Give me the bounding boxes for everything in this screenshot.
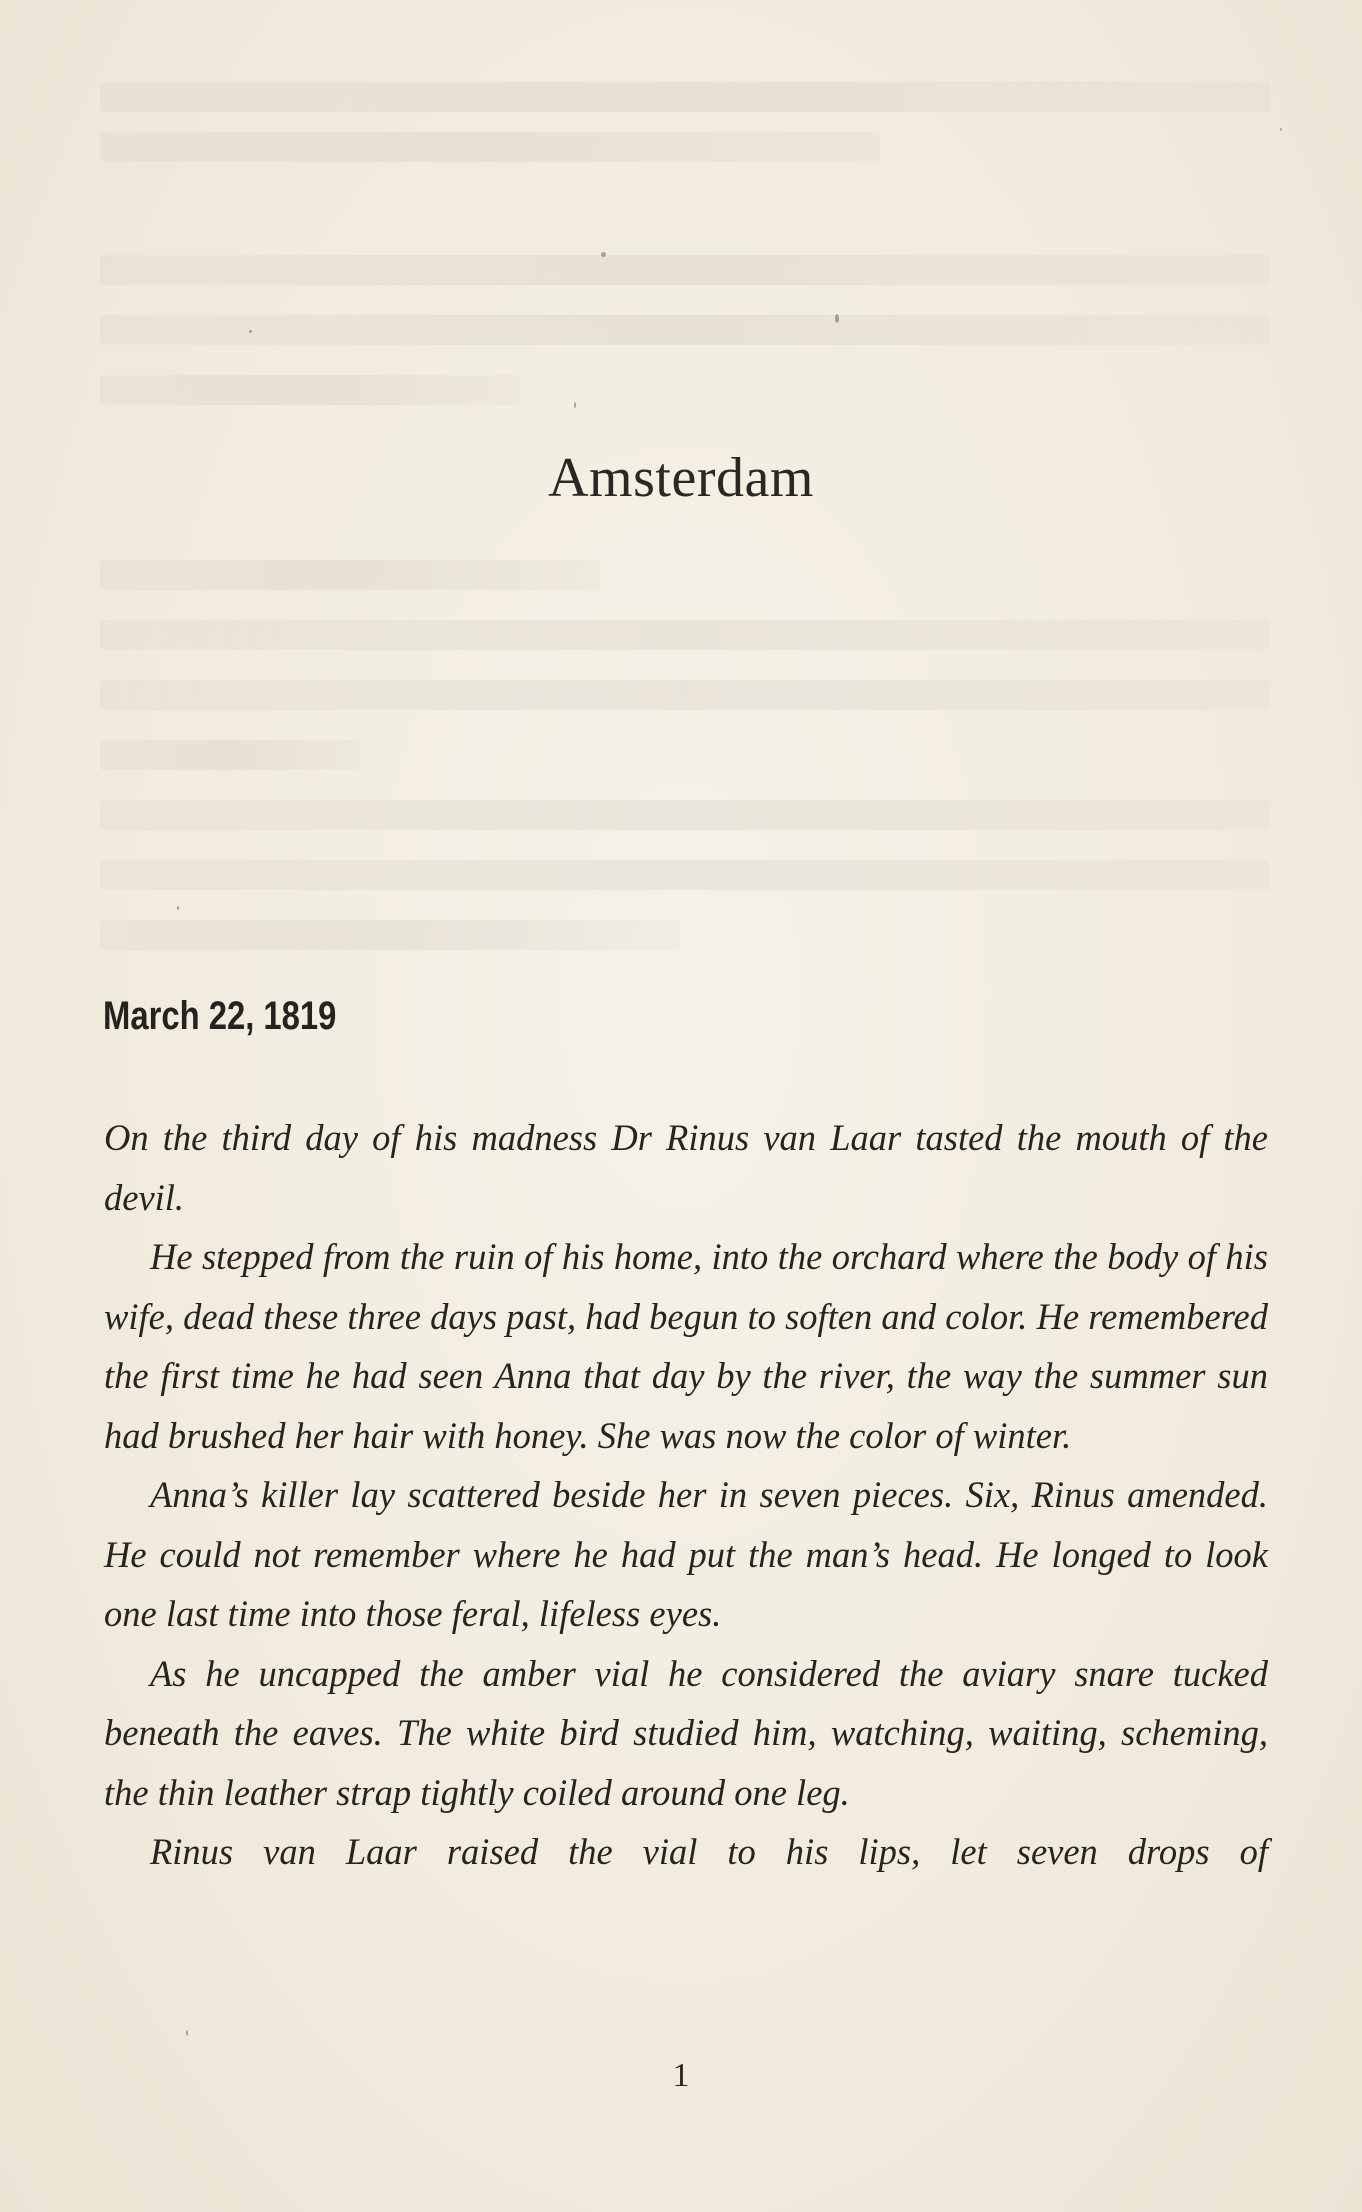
show-through [100, 255, 1270, 285]
show-through [100, 680, 1270, 710]
page-number: 1 [672, 2057, 690, 2094]
paragraph: Anna’s killer lay scattered beside her in seven pieces. Six, Rinus amended. He could not remember where he had put the man’s head. He longed to look one last time into those feral, lifeless eyes. [104, 1474, 1268, 1634]
dust-speck [249, 330, 252, 333]
show-through [100, 800, 1270, 830]
show-through [100, 920, 680, 950]
dust-speck [177, 906, 179, 910]
show-through [100, 315, 1270, 345]
body-text [104, 1108, 1268, 1882]
paragraph: Rinus van Laar raised the vial to his lips, let seven drops of [150, 1831, 1268, 1872]
paragraph: On the third day of his madness Dr Rinus van Laar tasted the mouth of the devil. [104, 1117, 1268, 1218]
dust-speck [574, 402, 576, 408]
section-dateline: March 22, 1819 [103, 994, 337, 1038]
show-through [100, 375, 520, 405]
show-through [100, 560, 600, 590]
dust-speck [835, 314, 839, 323]
dust-speck [601, 252, 606, 257]
dust-speck [186, 2030, 188, 2036]
show-through [100, 132, 880, 162]
dust-speck [1280, 128, 1282, 131]
paragraph: He stepped from the ruin of his home, into the orchard where the body of his wife, dead these three days past, had begun to soften and color. He remembered the first time he had seen Anna that day by the river, the way the summer sun had brushed her hair with honey. She was now the color of winter. [104, 1236, 1268, 1456]
show-through [100, 620, 1270, 650]
show-through [100, 860, 1270, 890]
chapter-title: Amsterdam [548, 447, 814, 509]
show-through [100, 82, 1270, 112]
paragraph: As he uncapped the amber vial he considered the aviary snare tucked beneath the eaves. The white bird studied him, watching, waiting, scheming, the thin leather strap tightly coiled around one leg. [104, 1652, 1268, 1813]
show-through [100, 740, 360, 770]
